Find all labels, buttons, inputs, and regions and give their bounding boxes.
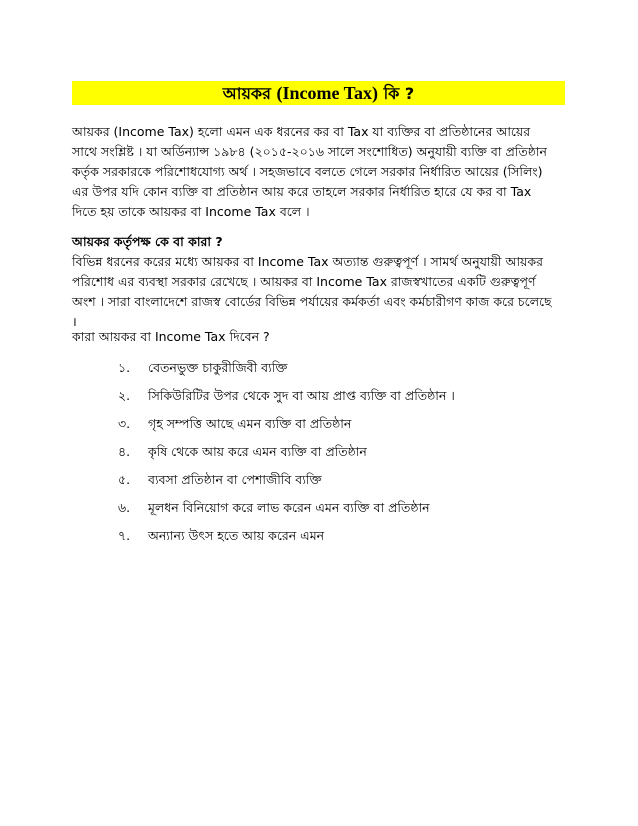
list-text: বেতনভুক্ত চাকুরীজিবী ব্যক্তি bbox=[148, 360, 288, 375]
title-bengali-part: আয়কর bbox=[222, 84, 271, 103]
list-text: সিকিউরিটির উপর থেকে সুদ বা আয় প্রাপ্ত ব্যক্তি বা প্রতিষ্ঠান । bbox=[148, 388, 455, 403]
intro-line: কর্তৃক সরকারকে পরিশোধযোগ্য অর্থ । সহজভাবে বলতে গেলে সরকার নির্ধারিত আয়ের (সিলিং) bbox=[72, 164, 543, 179]
title-english-part: (Income Tax) bbox=[276, 83, 378, 103]
list-number: ৭. bbox=[118, 528, 131, 543]
authority-heading: আয়কর কর্তৃপক্ষ কে বা কারা ? bbox=[72, 234, 223, 249]
list-number: ৪. bbox=[118, 444, 131, 459]
list-number: ৫. bbox=[118, 472, 131, 487]
list-item bbox=[118, 522, 558, 550]
list-number: ১. bbox=[118, 360, 131, 375]
list-item bbox=[118, 382, 558, 410]
list-text: অন্যান্য উৎস হতে আয় করেন এমন bbox=[148, 528, 325, 543]
list-item bbox=[118, 438, 558, 466]
list-number: ২. bbox=[118, 388, 131, 403]
list-item bbox=[118, 354, 558, 382]
intro-line: দিতে হয় তাকে আয়কর বা Income Tax বলে । bbox=[72, 204, 310, 219]
authority-line: বিভিন্ন ধরনের করের মধ্যে আয়কর বা Income Tax অত্যান্ত গুরুত্বপূর্ণ । সামর্থ অনুযায়ী আয়কর bbox=[72, 254, 544, 269]
list-text: ব্যবসা প্রতিষ্ঠান বা পেশাজীবি ব্যক্তি bbox=[148, 472, 322, 487]
list-number: ৬. bbox=[118, 500, 131, 515]
list-item bbox=[118, 466, 558, 494]
authority-line: অংশ । সারা বাংলাদেশে রাজস্ব বোর্ডের বিভিন্ন পর্যায়ের কর্মকর্তা এবং কর্মচারীগণ কাজ করে চলেছে bbox=[72, 294, 552, 309]
list-item bbox=[118, 410, 558, 438]
list-number: ৩. bbox=[118, 416, 131, 431]
list-text: কৃষি থেকে আয় করে এমন ব্যক্তি বা প্রতিষ্ঠান bbox=[148, 444, 367, 459]
intro-line: আয়কর (Income Tax) হলো এমন এক ধরনের কর বা Tax যা ব্যক্তির বা প্রতিষ্ঠানের আয়ের bbox=[72, 124, 531, 139]
page-title bbox=[72, 81, 565, 105]
authority-line: । bbox=[72, 314, 77, 329]
authority-section bbox=[72, 232, 572, 332]
who-pays-heading: কারা আয়কর বা Income Tax দিবেন ? bbox=[72, 329, 270, 344]
taxpayer-list bbox=[118, 354, 558, 550]
list-item bbox=[118, 494, 558, 522]
title-question-part: কি ? bbox=[383, 84, 415, 103]
intro-paragraph bbox=[72, 122, 572, 222]
list-text: মূলধন বিনিয়োগ করে লাভ করেন এমন ব্যক্তি বা প্রতিষ্ঠান bbox=[148, 500, 430, 515]
intro-line: সাথে সংশ্লিষ্ট । যা অর্ডিন্যান্স ১৯৮৪ (২০১৫-২০১৬ সালে সংশোধিত) অনুযায়ী ব্যক্তি বা প্রতিষ্ঠান bbox=[72, 144, 547, 159]
authority-line: পরিশোধ এর ব্যবস্থা সরকার রেখেছে । আয়কর বা Income Tax রাজস্বখাতের একটি গুরুত্বপূর্ণ bbox=[72, 274, 536, 289]
intro-line: এর উপর যদি কোন ব্যক্তি বা প্রতিষ্ঠান আয় করে তাহলে সরকার নির্ধারিত হারে যে কর বা Tax bbox=[72, 184, 532, 199]
who-pays-section bbox=[72, 327, 572, 347]
list-text: গৃহ সম্পত্তি আছে এমন ব্যক্তি বা প্রতিষ্ঠান bbox=[148, 416, 352, 431]
